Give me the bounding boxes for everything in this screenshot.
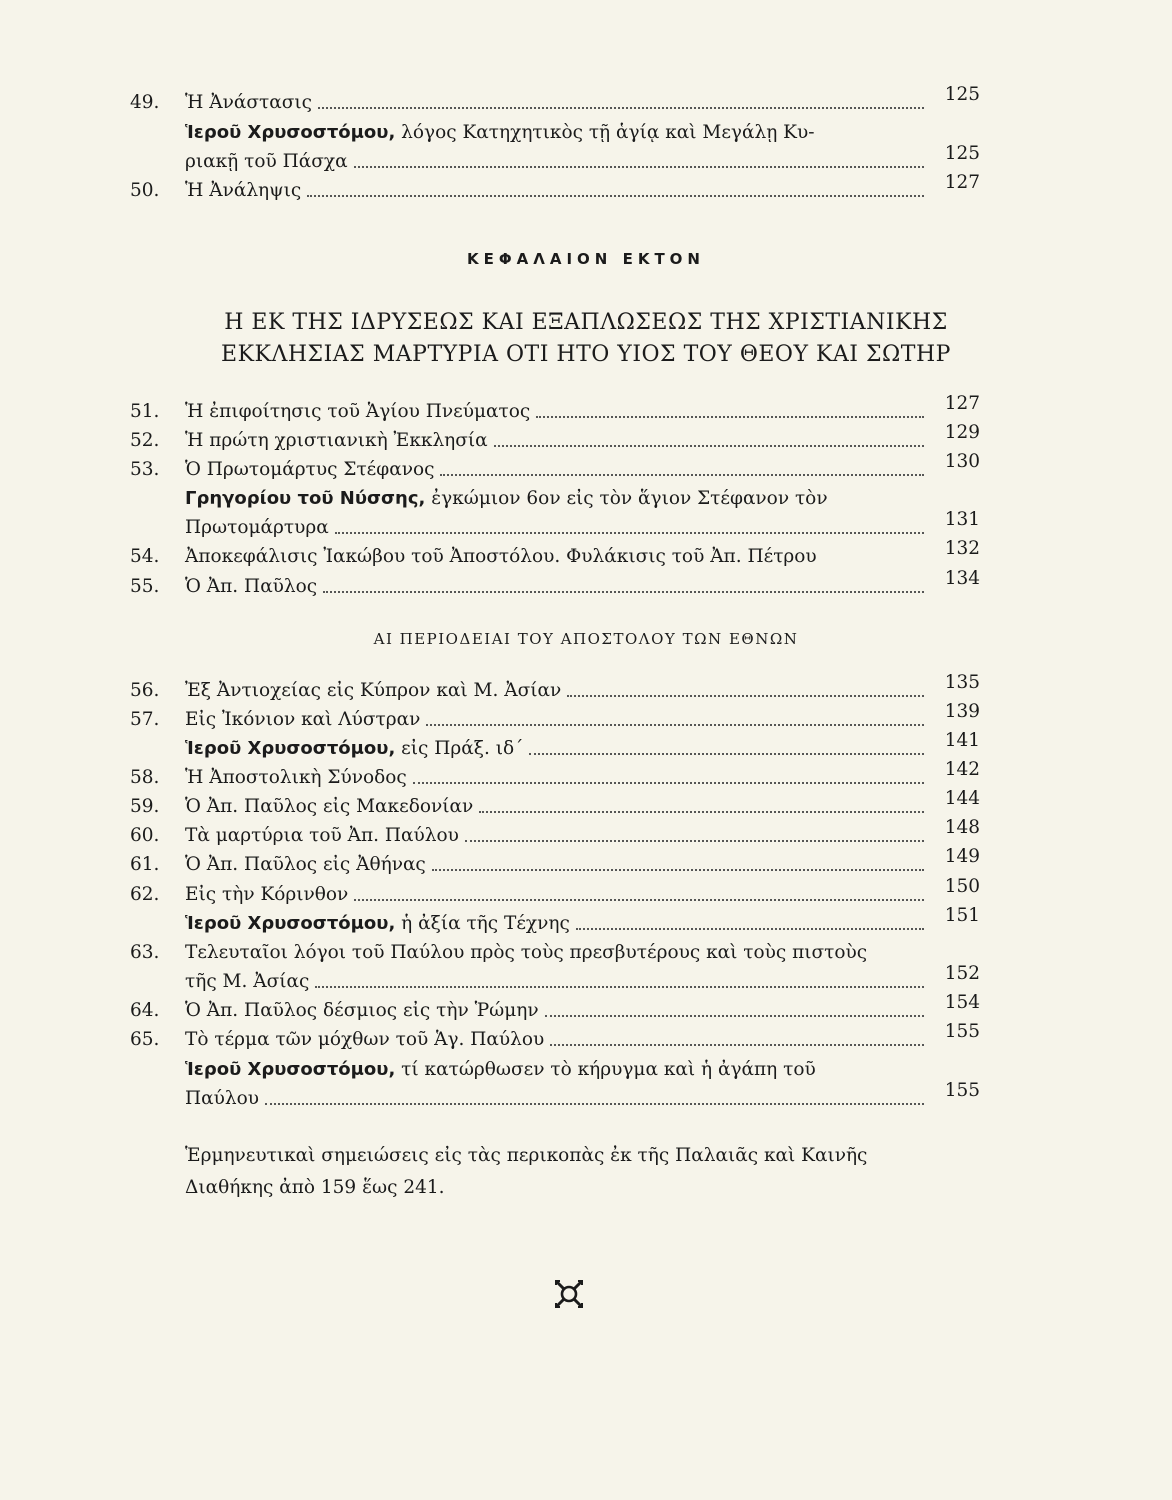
entry-page: 129 (944, 422, 980, 443)
entry-page: 125 (944, 143, 980, 164)
entry-number: 64. (130, 1000, 160, 1021)
notes-line2: Διαθήκης ἀπὸ 159 ἕως 241. (185, 1177, 445, 1198)
dot-leader (318, 107, 924, 109)
toc-entry-49 (130, 84, 980, 118)
entry-title: ἡ ἀξία τῆς Τέχνης (401, 913, 570, 934)
entry-title: Ὁ Ἀπ. Παῦλος (185, 576, 318, 597)
dot-leader (465, 840, 924, 842)
entry-page: 152 (944, 963, 980, 984)
entry-page: 132 (944, 538, 980, 559)
entry-page: 130 (944, 451, 980, 472)
toc-entry-50 (130, 172, 980, 206)
toc-entry-63 (130, 938, 980, 968)
toc-entry-57 (130, 701, 980, 735)
entry-number: 52. (130, 430, 160, 451)
dot-leader (479, 811, 924, 813)
toc-entry-55 (130, 568, 980, 602)
dot-leader (440, 474, 924, 476)
entry-number: 53. (130, 459, 160, 480)
entry-number: 50. (130, 180, 160, 201)
entry-title: τί κατώρθωσεν τὸ κήρυγμα καὶ ἡ ἀγάπη τοῦ (401, 1059, 816, 1080)
dot-leader (315, 986, 924, 988)
toc-entry-64 (130, 992, 980, 1026)
dot-leader (545, 1015, 924, 1017)
entry-title: Ἡ ἐπιφοίτησις τοῦ Ἁγίου Πνεύματος (185, 401, 531, 422)
entry-page: 151 (944, 905, 980, 926)
toc-entry-58 (130, 759, 980, 793)
dot-leader (354, 166, 924, 168)
toc-entry-52 (130, 422, 980, 456)
entry-number: 60. (130, 825, 160, 846)
entry-title: Τελευταῖοι λόγοι τοῦ Παύλου πρὸς τοὺς πρεσβυτέρους καὶ τοὺς πιστοὺς (185, 942, 868, 963)
entry-number: 58. (130, 767, 160, 788)
toc-entry-56 (130, 672, 980, 706)
toc-entry-chrysostom-catechetical (130, 118, 980, 148)
toc-entry-62 (130, 876, 980, 910)
entry-number: 51. (130, 401, 160, 422)
entry-title: Εἰς τὴν Κόρινθον (185, 884, 349, 905)
toc-entry-60 (130, 817, 980, 851)
chapter-title-line2: ΕΚΚΛΗΣΙΑΣ ΜΑΡΤΥΡΙΑ ΟΤΙ ΗΤΟ ΥΙΟΣ ΤΟΥ ΘΕΟΥ ΚΑΙ ΣΩΤΗΡ (221, 342, 951, 367)
entry-title: Ἡ Ἀνάστασις (185, 92, 312, 113)
entry-number: 65. (130, 1029, 160, 1050)
dot-leader (265, 1103, 924, 1105)
entry-title: εἰς Πράξ. ιδ´ (401, 738, 524, 759)
entry-title-cont: τῆς Μ. Ἀσίας (185, 971, 310, 992)
dot-leader (335, 532, 924, 534)
entry-title: Ὁ Ἀπ. Παῦλος εἰς Μακεδονίαν (185, 796, 474, 817)
entry-title: λόγος Κατηχητικὸς τῇ ἁγίᾳ καὶ Μεγάλῃ Κυ- (401, 122, 815, 143)
section-heading: ΑΙ ΠΕΡΙΟΔΕΙΑΙ ΤΟΥ ΑΠΟΣΤΟΛΟΥ ΤΩΝ ΕΘΝΩΝ (373, 630, 799, 648)
entry-number: 54. (130, 546, 160, 567)
toc-entry-61 (130, 846, 980, 880)
toc-entry-53 (130, 451, 980, 485)
author-name: Ἱεροῦ Χρυσοστόμου, (185, 738, 396, 759)
notes-line1: Ἑρμηνευτικαὶ σημειώσεις εἰς τὰς περικοπὰς ἐκ τῆς Παλαιᾶς καὶ Καινῆς (185, 1145, 868, 1166)
dot-leader (323, 591, 924, 593)
entry-number: 49. (130, 92, 160, 113)
entry-number: 57. (130, 709, 160, 730)
toc-entry-chrysostom-preaching (130, 1055, 980, 1085)
toc-entry-chrysostom-catechetical-cont (130, 143, 980, 177)
toc-entry-chrysostom-art (130, 905, 980, 939)
entry-number: 55. (130, 576, 160, 597)
entry-number: 62. (130, 884, 160, 905)
dot-leader (354, 899, 924, 901)
toc-entry-54 (130, 538, 980, 572)
entry-page: 131 (944, 509, 980, 530)
entry-page: 155 (944, 1021, 980, 1042)
entry-page: 134 (944, 568, 980, 589)
entry-page: 144 (944, 788, 980, 809)
entry-title: Ὁ Ἀπ. Παῦλος εἰς Ἀθήνας (185, 854, 426, 875)
entry-page: 127 (944, 172, 980, 193)
entry-page: 155 (944, 1080, 980, 1101)
dot-leader (529, 753, 924, 755)
toc-entry-gregory-nyssa-cont (130, 509, 980, 543)
entry-title: Τὸ τέρμα τῶν μόχθων τοῦ Ἁγ. Παύλου (185, 1029, 545, 1050)
dot-leader (426, 724, 924, 726)
entry-title-cont: Παύλου (185, 1088, 259, 1109)
entry-page: 127 (944, 393, 980, 414)
cross-ornament-icon (553, 1278, 585, 1310)
dot-leader (413, 782, 924, 784)
entry-title: Ἀποκεφάλισις Ἰακώβου τοῦ Ἀποστόλου. Φυλάκισις τοῦ Ἀπ. Πέτρου (185, 546, 817, 567)
entry-title: Ἡ πρώτη χριστιανικὴ Ἐκκλησία (185, 430, 488, 451)
entry-title: Ἡ Ἀνάληψις (185, 180, 302, 201)
entry-page: 149 (944, 846, 980, 867)
entry-title: Ὁ Ἀπ. Παῦλος δέσμιος εἰς τὴν Ῥώμην (185, 1000, 539, 1021)
dot-leader (567, 695, 924, 697)
author-name: Γρηγορίου τοῦ Νύσσης, (185, 488, 426, 509)
entry-title: Τὰ μαρτύρια τοῦ Ἀπ. Παύλου (185, 825, 459, 846)
toc-entry-chrysostom-preaching-cont (130, 1080, 980, 1114)
toc-entry-63-cont (130, 963, 980, 997)
author-name: Ἱεροῦ Χρυσοστόμου, (185, 913, 396, 934)
toc-entry-65 (130, 1021, 980, 1055)
entry-title-cont: Πρωτομάρτυρα (185, 517, 329, 538)
author-name: Ἱεροῦ Χρυσοστόμου, (185, 1059, 396, 1080)
chapter-label: ΚΕΦΑΛΑΙΟΝ ΕΚΤΟΝ (467, 250, 705, 268)
toc-entry-chrysostom-acts (130, 730, 980, 764)
entry-page: 139 (944, 701, 980, 722)
dot-leader (576, 928, 924, 930)
dot-leader (307, 195, 924, 197)
notes-paragraph (185, 1140, 945, 1204)
toc-entry-51 (130, 393, 980, 427)
entry-page: 142 (944, 759, 980, 780)
entry-number: 61. (130, 854, 160, 875)
toc-entry-59 (130, 788, 980, 822)
dot-leader (550, 1044, 924, 1046)
entry-title: Εἰς Ἰκόνιον καὶ Λύστραν (185, 709, 421, 730)
dot-leader (536, 416, 924, 418)
entry-page: 150 (944, 876, 980, 897)
entry-title-cont: ριακῇ τοῦ Πάσχα (185, 151, 348, 172)
dot-leader (432, 869, 924, 871)
chapter-title-line1: Η ΕΚ ΤΗΣ ΙΔΡΥΣΕΩΣ ΚΑΙ ΕΞΑΠΛΩΣΕΩΣ ΤΗΣ ΧΡΙΣΤΙΑΝΙΚΗΣ (224, 310, 948, 335)
entry-page: 141 (944, 730, 980, 751)
entry-title: Ἐξ Ἀντιοχείας εἰς Κύπρον καὶ Μ. Ἀσίαν (185, 680, 562, 701)
entry-page: 154 (944, 992, 980, 1013)
entry-title: ἐγκώμιον 6ον εἰς τὸν ἅγιον Στέφανον τὸν (431, 488, 828, 509)
dot-leader (494, 445, 924, 447)
entry-page: 135 (944, 672, 980, 693)
entry-title: Ἡ Ἀποστολικὴ Σύνοδος (185, 767, 407, 788)
entry-page: 125 (944, 84, 980, 105)
toc-entry-gregory-nyssa (130, 484, 980, 514)
entry-number: 59. (130, 796, 160, 817)
entry-page: 148 (944, 817, 980, 838)
entry-number: 56. (130, 680, 160, 701)
entry-title: Ὁ Πρωτομάρτυς Στέφανος (185, 459, 435, 480)
author-name: Ἱεροῦ Χρυσοστόμου, (185, 122, 396, 143)
entry-number: 63. (130, 942, 160, 963)
